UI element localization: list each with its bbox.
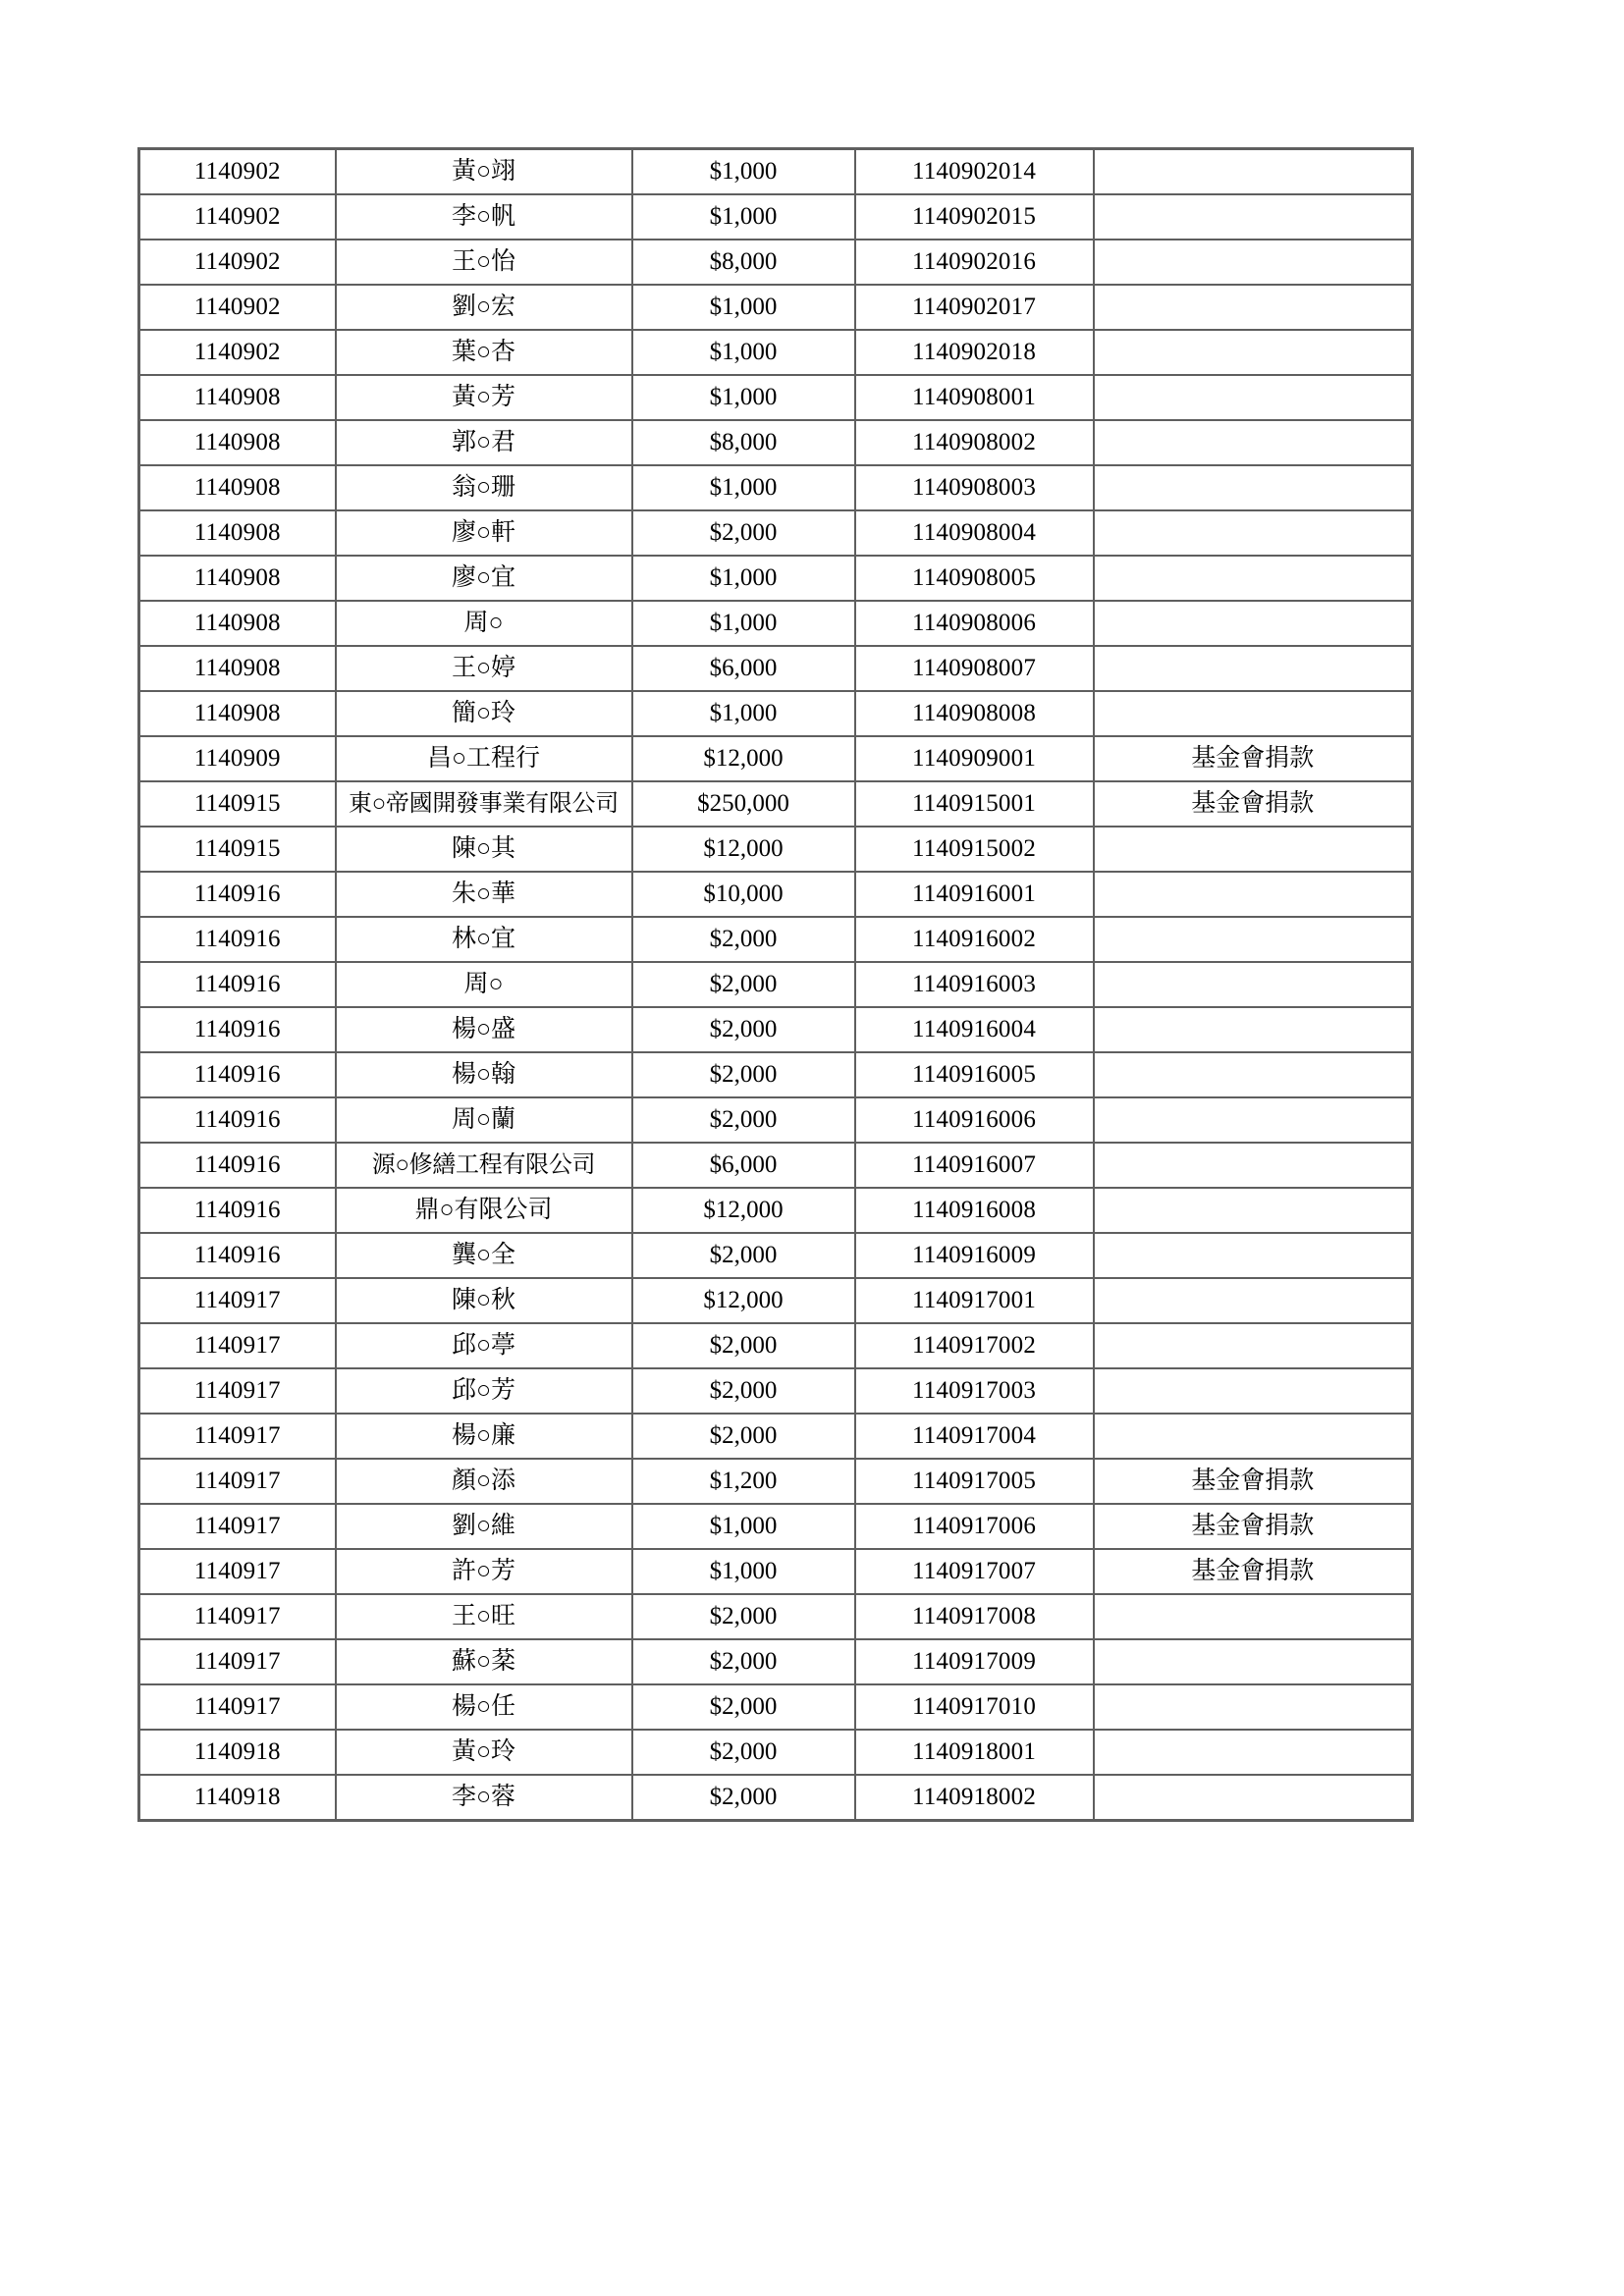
donor-name-cell: 廖○軒	[336, 510, 632, 556]
donor-name-cell: 簡○玲	[336, 691, 632, 736]
note-cell	[1094, 149, 1413, 195]
donation-date-cell: 1140902	[139, 285, 336, 330]
donation-date-cell: 1140916	[139, 1007, 336, 1052]
donor-name-cell: 龔○全	[336, 1233, 632, 1278]
donation-amount-cell: $2,000	[632, 510, 855, 556]
donation-amount-cell: $1,000	[632, 1549, 855, 1594]
receipt-number-cell: 1140916004	[855, 1007, 1094, 1052]
donor-name-cell: 楊○盛	[336, 1007, 632, 1052]
donor-name-cell: 林○宜	[336, 917, 632, 962]
table-row	[139, 646, 1413, 691]
table-row	[139, 375, 1413, 420]
table-row	[139, 1188, 1413, 1233]
table-row	[139, 194, 1413, 240]
receipt-number-cell: 1140918002	[855, 1775, 1094, 1821]
table-row	[139, 872, 1413, 917]
donation-date-cell: 1140916	[139, 917, 336, 962]
donor-name-cell: 周○	[336, 601, 632, 646]
donation-amount-cell: $1,000	[632, 1504, 855, 1549]
donation-date-cell: 1140916	[139, 1097, 336, 1143]
receipt-number-cell: 1140902016	[855, 240, 1094, 285]
table-row	[139, 420, 1413, 465]
donation-date-cell: 1140918	[139, 1730, 336, 1775]
table-row	[139, 1459, 1413, 1504]
donation-date-cell: 1140918	[139, 1775, 336, 1821]
table-row	[139, 1143, 1413, 1188]
donation-date-cell: 1140917	[139, 1459, 336, 1504]
note-cell	[1094, 1278, 1413, 1323]
note-cell	[1094, 1730, 1413, 1775]
donation-date-cell: 1140917	[139, 1639, 336, 1684]
receipt-number-cell: 1140916005	[855, 1052, 1094, 1097]
note-cell	[1094, 1233, 1413, 1278]
donation-amount-cell: $250,000	[632, 781, 855, 827]
donation-date-cell: 1140916	[139, 1188, 336, 1233]
note-cell	[1094, 1368, 1413, 1414]
receipt-number-cell: 1140917005	[855, 1459, 1094, 1504]
receipt-number-cell: 1140908002	[855, 420, 1094, 465]
table-row	[139, 149, 1413, 195]
donor-name-cell: 翁○珊	[336, 465, 632, 510]
note-cell	[1094, 510, 1413, 556]
note-cell: 基金會捐款	[1094, 736, 1413, 781]
donation-amount-cell: $1,000	[632, 601, 855, 646]
donation-date-cell: 1140902	[139, 240, 336, 285]
note-cell	[1094, 1594, 1413, 1639]
table-row	[139, 962, 1413, 1007]
table-row	[139, 601, 1413, 646]
table-row	[139, 1323, 1413, 1368]
donation-amount-cell: $2,000	[632, 1368, 855, 1414]
donation-date-cell: 1140916	[139, 962, 336, 1007]
donation-date-cell: 1140916	[139, 1143, 336, 1188]
table-row	[139, 1639, 1413, 1684]
receipt-number-cell: 1140917007	[855, 1549, 1094, 1594]
donor-name-cell: 黃○玲	[336, 1730, 632, 1775]
donor-name-cell: 楊○任	[336, 1684, 632, 1730]
table-row	[139, 827, 1413, 872]
donation-amount-cell: $2,000	[632, 1414, 855, 1459]
note-cell	[1094, 1052, 1413, 1097]
donation-date-cell: 1140909	[139, 736, 336, 781]
donation-date-cell: 1140917	[139, 1278, 336, 1323]
receipt-number-cell: 1140916003	[855, 962, 1094, 1007]
receipt-number-cell: 1140908003	[855, 465, 1094, 510]
note-cell	[1094, 1188, 1413, 1233]
donor-name-cell: 葉○杏	[336, 330, 632, 375]
donation-amount-cell: $1,000	[632, 149, 855, 195]
receipt-number-cell: 1140916002	[855, 917, 1094, 962]
donation-amount-cell: $2,000	[632, 1594, 855, 1639]
donation-amount-cell: $12,000	[632, 1278, 855, 1323]
table-row	[139, 1549, 1413, 1594]
note-cell	[1094, 1097, 1413, 1143]
receipt-number-cell: 1140908007	[855, 646, 1094, 691]
donation-table	[137, 147, 1414, 1822]
receipt-number-cell: 1140915002	[855, 827, 1094, 872]
donation-date-cell: 1140916	[139, 1233, 336, 1278]
receipt-number-cell: 1140916008	[855, 1188, 1094, 1233]
donation-date-cell: 1140917	[139, 1504, 336, 1549]
donor-name-cell: 東○帝國開發事業有限公司	[336, 781, 632, 827]
note-cell	[1094, 240, 1413, 285]
donor-name-cell: 昌○工程行	[336, 736, 632, 781]
table-row	[139, 1052, 1413, 1097]
donation-date-cell: 1140917	[139, 1368, 336, 1414]
note-cell	[1094, 872, 1413, 917]
receipt-number-cell: 1140915001	[855, 781, 1094, 827]
donation-amount-cell: $1,000	[632, 194, 855, 240]
note-cell	[1094, 646, 1413, 691]
donation-amount-cell: $2,000	[632, 1007, 855, 1052]
donation-amount-cell: $8,000	[632, 420, 855, 465]
receipt-number-cell: 1140902018	[855, 330, 1094, 375]
donation-amount-cell: $2,000	[632, 1730, 855, 1775]
receipt-number-cell: 1140917001	[855, 1278, 1094, 1323]
note-cell	[1094, 1323, 1413, 1368]
donation-date-cell: 1140902	[139, 149, 336, 195]
note-cell: 基金會捐款	[1094, 1549, 1413, 1594]
donor-name-cell: 郭○君	[336, 420, 632, 465]
table-row	[139, 285, 1413, 330]
table-row	[139, 1097, 1413, 1143]
donor-name-cell: 陳○秋	[336, 1278, 632, 1323]
receipt-number-cell: 1140902014	[855, 149, 1094, 195]
donation-amount-cell: $1,000	[632, 556, 855, 601]
donation-date-cell: 1140916	[139, 1052, 336, 1097]
table-row	[139, 1278, 1413, 1323]
table-row	[139, 1504, 1413, 1549]
note-cell: 基金會捐款	[1094, 1459, 1413, 1504]
donation-amount-cell: $12,000	[632, 1188, 855, 1233]
receipt-number-cell: 1140908005	[855, 556, 1094, 601]
table-row	[139, 691, 1413, 736]
table-row	[139, 1775, 1413, 1821]
table-row	[139, 1684, 1413, 1730]
donor-name-cell: 源○修繕工程有限公司	[336, 1143, 632, 1188]
donor-name-cell: 鼎○有限公司	[336, 1188, 632, 1233]
donation-date-cell: 1140917	[139, 1684, 336, 1730]
note-cell	[1094, 330, 1413, 375]
donation-date-cell: 1140908	[139, 465, 336, 510]
receipt-number-cell: 1140917004	[855, 1414, 1094, 1459]
note-cell	[1094, 1007, 1413, 1052]
donation-amount-cell: $8,000	[632, 240, 855, 285]
note-cell	[1094, 1639, 1413, 1684]
table-row	[139, 1414, 1413, 1459]
receipt-number-cell: 1140917010	[855, 1684, 1094, 1730]
donor-name-cell: 黃○芳	[336, 375, 632, 420]
note-cell	[1094, 917, 1413, 962]
receipt-number-cell: 1140916007	[855, 1143, 1094, 1188]
receipt-number-cell: 1140917006	[855, 1504, 1094, 1549]
note-cell	[1094, 1684, 1413, 1730]
donation-amount-cell: $2,000	[632, 917, 855, 962]
donation-date-cell: 1140908	[139, 420, 336, 465]
donation-amount-cell: $2,000	[632, 1323, 855, 1368]
note-cell: 基金會捐款	[1094, 1504, 1413, 1549]
donor-name-cell: 劉○宏	[336, 285, 632, 330]
donation-table-container	[137, 147, 1411, 1822]
donation-date-cell: 1140917	[139, 1549, 336, 1594]
donor-name-cell: 王○婷	[336, 646, 632, 691]
donation-amount-cell: $2,000	[632, 962, 855, 1007]
donation-amount-cell: $1,000	[632, 465, 855, 510]
note-cell	[1094, 601, 1413, 646]
donation-amount-cell: $2,000	[632, 1097, 855, 1143]
table-row	[139, 330, 1413, 375]
receipt-number-cell: 1140908008	[855, 691, 1094, 736]
table-row	[139, 556, 1413, 601]
table-row	[139, 1730, 1413, 1775]
donation-amount-cell: $2,000	[632, 1639, 855, 1684]
note-cell	[1094, 827, 1413, 872]
table-row	[139, 510, 1413, 556]
note-cell	[1094, 285, 1413, 330]
donation-amount-cell: $1,200	[632, 1459, 855, 1504]
donor-name-cell: 廖○宜	[336, 556, 632, 601]
donation-date-cell: 1140908	[139, 556, 336, 601]
donation-amount-cell: $12,000	[632, 827, 855, 872]
donation-date-cell: 1140915	[139, 827, 336, 872]
receipt-number-cell: 1140917002	[855, 1323, 1094, 1368]
receipt-number-cell: 1140909001	[855, 736, 1094, 781]
note-cell	[1094, 556, 1413, 601]
note-cell	[1094, 420, 1413, 465]
donor-name-cell: 楊○廉	[336, 1414, 632, 1459]
donation-amount-cell: $1,000	[632, 691, 855, 736]
donation-amount-cell: $10,000	[632, 872, 855, 917]
donation-date-cell: 1140908	[139, 510, 336, 556]
donor-name-cell: 朱○華	[336, 872, 632, 917]
donation-amount-cell: $6,000	[632, 1143, 855, 1188]
note-cell	[1094, 465, 1413, 510]
receipt-number-cell: 1140902017	[855, 285, 1094, 330]
donation-table-body	[139, 149, 1413, 1821]
donation-date-cell: 1140917	[139, 1594, 336, 1639]
receipt-number-cell: 1140917003	[855, 1368, 1094, 1414]
table-row	[139, 917, 1413, 962]
donation-amount-cell: $2,000	[632, 1233, 855, 1278]
donation-date-cell: 1140917	[139, 1414, 336, 1459]
receipt-number-cell: 1140902015	[855, 194, 1094, 240]
receipt-number-cell: 1140916001	[855, 872, 1094, 917]
donation-date-cell: 1140915	[139, 781, 336, 827]
donor-name-cell: 蘇○棻	[336, 1639, 632, 1684]
receipt-number-cell: 1140917008	[855, 1594, 1094, 1639]
donation-date-cell: 1140902	[139, 194, 336, 240]
donor-name-cell: 王○怡	[336, 240, 632, 285]
table-row	[139, 465, 1413, 510]
table-row	[139, 1594, 1413, 1639]
note-cell	[1094, 194, 1413, 240]
note-cell	[1094, 1143, 1413, 1188]
donor-name-cell: 周○蘭	[336, 1097, 632, 1143]
donor-name-cell: 邱○芳	[336, 1368, 632, 1414]
donation-amount-cell: $1,000	[632, 330, 855, 375]
table-row	[139, 240, 1413, 285]
donation-amount-cell: $2,000	[632, 1684, 855, 1730]
donation-amount-cell: $6,000	[632, 646, 855, 691]
donation-date-cell: 1140917	[139, 1323, 336, 1368]
donor-name-cell: 楊○翰	[336, 1052, 632, 1097]
note-cell	[1094, 962, 1413, 1007]
donor-name-cell: 許○芳	[336, 1549, 632, 1594]
donor-name-cell: 邱○葶	[336, 1323, 632, 1368]
donation-amount-cell: $1,000	[632, 285, 855, 330]
receipt-number-cell: 1140916009	[855, 1233, 1094, 1278]
receipt-number-cell: 1140918001	[855, 1730, 1094, 1775]
note-cell	[1094, 375, 1413, 420]
table-row	[139, 736, 1413, 781]
donation-date-cell: 1140902	[139, 330, 336, 375]
donor-name-cell: 李○蓉	[336, 1775, 632, 1821]
receipt-number-cell: 1140908004	[855, 510, 1094, 556]
donor-name-cell: 劉○維	[336, 1504, 632, 1549]
donation-amount-cell: $2,000	[632, 1052, 855, 1097]
note-cell	[1094, 1775, 1413, 1821]
table-row	[139, 1368, 1413, 1414]
donor-name-cell: 陳○其	[336, 827, 632, 872]
donation-date-cell: 1140916	[139, 872, 336, 917]
donation-date-cell: 1140908	[139, 375, 336, 420]
donor-name-cell: 黃○翊	[336, 149, 632, 195]
note-cell: 基金會捐款	[1094, 781, 1413, 827]
donation-date-cell: 1140908	[139, 646, 336, 691]
receipt-number-cell: 1140916006	[855, 1097, 1094, 1143]
note-cell	[1094, 1414, 1413, 1459]
donation-amount-cell: $1,000	[632, 375, 855, 420]
note-cell	[1094, 691, 1413, 736]
donation-amount-cell: $12,000	[632, 736, 855, 781]
table-row	[139, 1233, 1413, 1278]
donation-amount-cell: $2,000	[632, 1775, 855, 1821]
donation-date-cell: 1140908	[139, 691, 336, 736]
donor-name-cell: 周○	[336, 962, 632, 1007]
donor-name-cell: 李○帆	[336, 194, 632, 240]
donor-name-cell: 顏○添	[336, 1459, 632, 1504]
donor-name-cell: 王○旺	[336, 1594, 632, 1639]
table-row	[139, 781, 1413, 827]
table-row	[139, 1007, 1413, 1052]
receipt-number-cell: 1140908001	[855, 375, 1094, 420]
donation-date-cell: 1140908	[139, 601, 336, 646]
receipt-number-cell: 1140917009	[855, 1639, 1094, 1684]
receipt-number-cell: 1140908006	[855, 601, 1094, 646]
